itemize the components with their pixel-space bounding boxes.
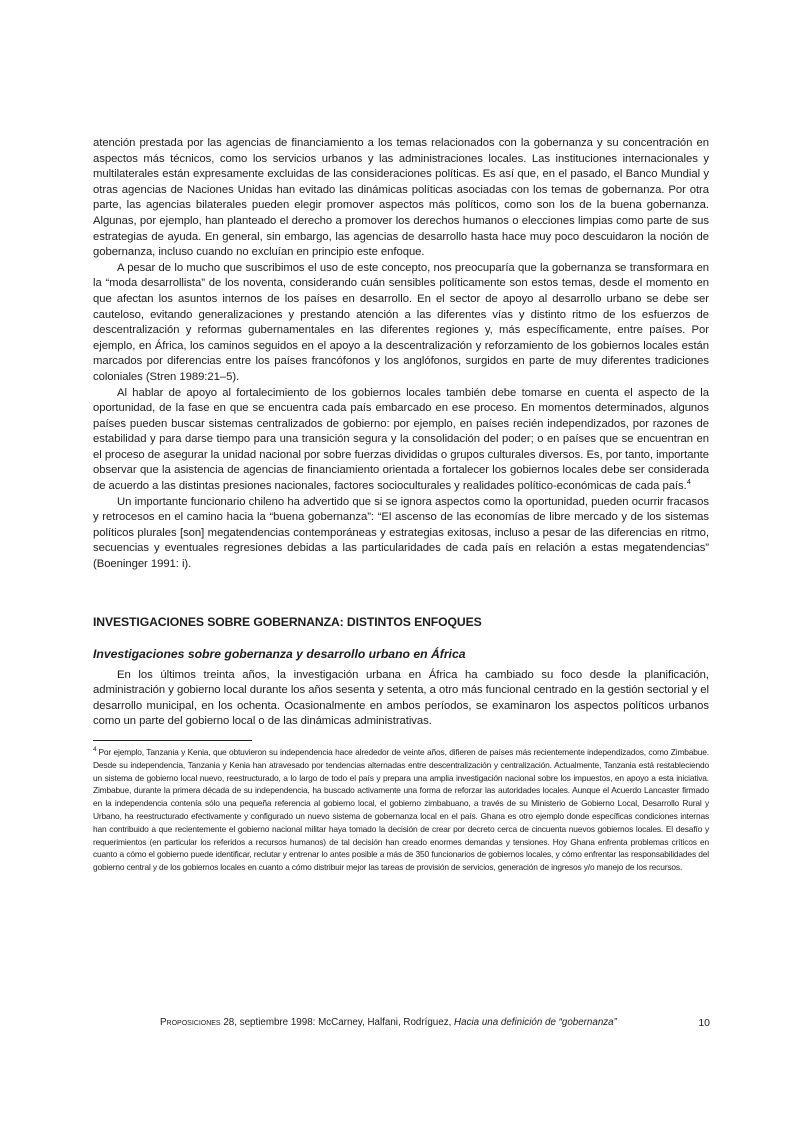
page-footer (160, 1017, 710, 1029)
body-paragraph-5: En los últimos treinta años, la investigación urbana en África ha cambiado su foco desde la planificación, administración y gobierno local durante los años sesenta y setenta, a otro más funcional centrado en la gestión sectorial y el desarrollo municipal, en los ochenta. Ocasionalmente en ambos períodos, se examinaron los aspectos políticos urbanos como un parte del gobierno local o de las dinámicas administrativas. (93, 668, 709, 728)
subsection-heading: Investigaciones sobre gobernanza y desarrollo urbano en África (93, 646, 466, 661)
body-paragraph-2: A pesar de lo mucho que suscribimos el uso de este concepto, nos preocuparía que la gobernanza se transformara en la “moda desarrollista” de los noventa, considerando cuán sensibles políticamente son estos temas, desde el momento en que afectan los asuntos internos de los países en desarrollo. En el sector de apoyo al desarrollo urbano se debe ser cauteloso, evitando generalizaciones y prestando atención a las diferentes vías y distinto ritmo de los esfuerzos de descentralización y reformas gubernamentales en las diferentes regiones y, más específicamente, entre países. Por ejemplo, en África, los caminos seguidos en el apoyo a la descentralización y reforzamiento de los gobiernos locales están marcados por diferencias entre los países francófonos y los anglófonos, surgidos en parte de muy diferentes tradiciones coloniales (Stren 1989:21–5). (93, 261, 709, 383)
footnote-number: 4 (93, 746, 97, 754)
body-paragraph-4: Un importante funcionario chileno ha advertido que si se ignora aspectos como la oportunidad, pueden ocurrir fracasos y retrocesos en el camino hacia la “buena gobernanza”: “El ascenso de las economías de libre mercado y de los sistemas políticos plurales [son] megatendencias contemporáneas y estrategias exitosas, incluso a pesar de las diferencias en ritmo, secuencias y eventuales regresiones debidas a las particularidades de cada país en relación a estas megatendencias” (Boeninger 1991: i). (93, 495, 709, 571)
footer-journal-name: Proposiciones (160, 1017, 221, 1028)
footnote-separator (93, 740, 252, 741)
footnote-text: Por ejemplo, Tanzania y Kenia, que obtuvieron su independencia hace alrededor de veinte años, difieren de países más recientemente independizados, como Zimbabue. Desde su independencia, Tanzania y Kenia han atravesado por tendencias alternadas entre descentralización y centralización. Actualmente, Tanzania está restableciendo un sistema de gobierno local nuevo, reestructurado, a lo largo de todo el país y prepara una amplia investigación nacional sobre los impuestos, en apoyo a esta iniciativa. Zimbabue, durante la primera década de su independencia, ha buscado activamente una forma de reforzar las autoridades locales. Aunque el Acuerdo Lancaster firmado en la independencia contenía sólo una pequeña referencia al gobierno local, el gobierno zimbabuano, a través de su Ministerio de Gobierno Local, Desarrollo Rural y Urbano, ha reestructurado efectivamente y configurado un nuevo sistema de gobernanza local en el país. Ghana es otro ejemplo donde específicas condiciones internas han contribuido a que recientemente el gobierno nacional militar haya tomado la decisión de crear por decreto cerca de cincuenta nuevos gobiernos locales. El desafío y requerimientos (en particular los referidos a recursos humanos) de tal decisión han creado enormes demandas y tensiones. Hoy Ghana enfrenta problemas críticos en cuanto a cómo el gobierno puede identificar, reclutar y entrenar lo antes posible a más de 350 funcionarios de gobiernos locales, y cómo enfrentar las responsabilidades del gobierno central y de los gobiernos locales en cuanto a cómo distribuir mejor las tareas de provisión de servicios, generación de ingresos y/o manejo de los recursos. (93, 747, 709, 873)
footnote-reference-4[interactable]: 4 (686, 477, 691, 487)
page-content (93, 136, 709, 874)
footer-citation: 28, septiembre 1998: McCarney, Halfani, Rodríguez, (220, 1017, 455, 1028)
footer-article-title: Hacia una definición de “gobernanza” (454, 1017, 617, 1028)
body-paragraph-3 (93, 386, 709, 495)
page-number: 10 (698, 1017, 710, 1029)
body-paragraph-1: atención prestada por las agencias de financiamiento a los temas relacionados con la gobernanza y su concentración en aspectos más técnicos, como los servicios urbanos y las administraciones locales. Las instituciones internacionales y multilaterales están expresamente excluidas de las consideraciones políticas. Es así que, en el pasado, el Banco Mundial y otras agencias de Naciones Unidas han evitado las dinámicas políticas asociadas con los temas de gobernanza. Por otra parte, las agencias bilaterales pueden elegir promover aspectos más políticos, como son los de la buena gobernanza. Algunas, por ejemplo, han planteado el derecho a promover los derechos humanos o elecciones limpias como parte de sus estrategias de ayuda. En general, sin embargo, las agencias de desarrollo hasta hace muy poco descuidaron la noción de gobernanza, incluso cuando no excluían en principio este enfoque. (93, 137, 709, 259)
body-paragraph-3-text: Al hablar de apoyo al fortalecimiento de los gobiernos locales también debe tomarse en cuenta el aspecto de la oportunidad, de la fase en que se encuentra cada país embarcado en ese proceso. En momentos determinados, algunos países pueden buscar sistemas centralizados de gobierno: por ejemplo, en países recién independizados, por razones de estabilidad y para darse tiempo para una transición segura y la consolidación del poder; o en países que se encuentran en el proceso de asegurar la unidad nacional por sobre fuerzas divididas o grupos culturales diversos. Es, por tanto, importante observar que la asistencia de agencias de financiamiento orientada a fortalecer los gobiernos locales debe ser considerada de acuerdo a las distintas presiones nacionales, factores socioculturales y realidades político-económicas de cada país. (93, 386, 709, 493)
footnote-4 (93, 746, 709, 874)
section-heading: INVESTIGACIONES SOBRE GOBERNANZA: DISTINTOS ENFOQUES (93, 614, 482, 629)
